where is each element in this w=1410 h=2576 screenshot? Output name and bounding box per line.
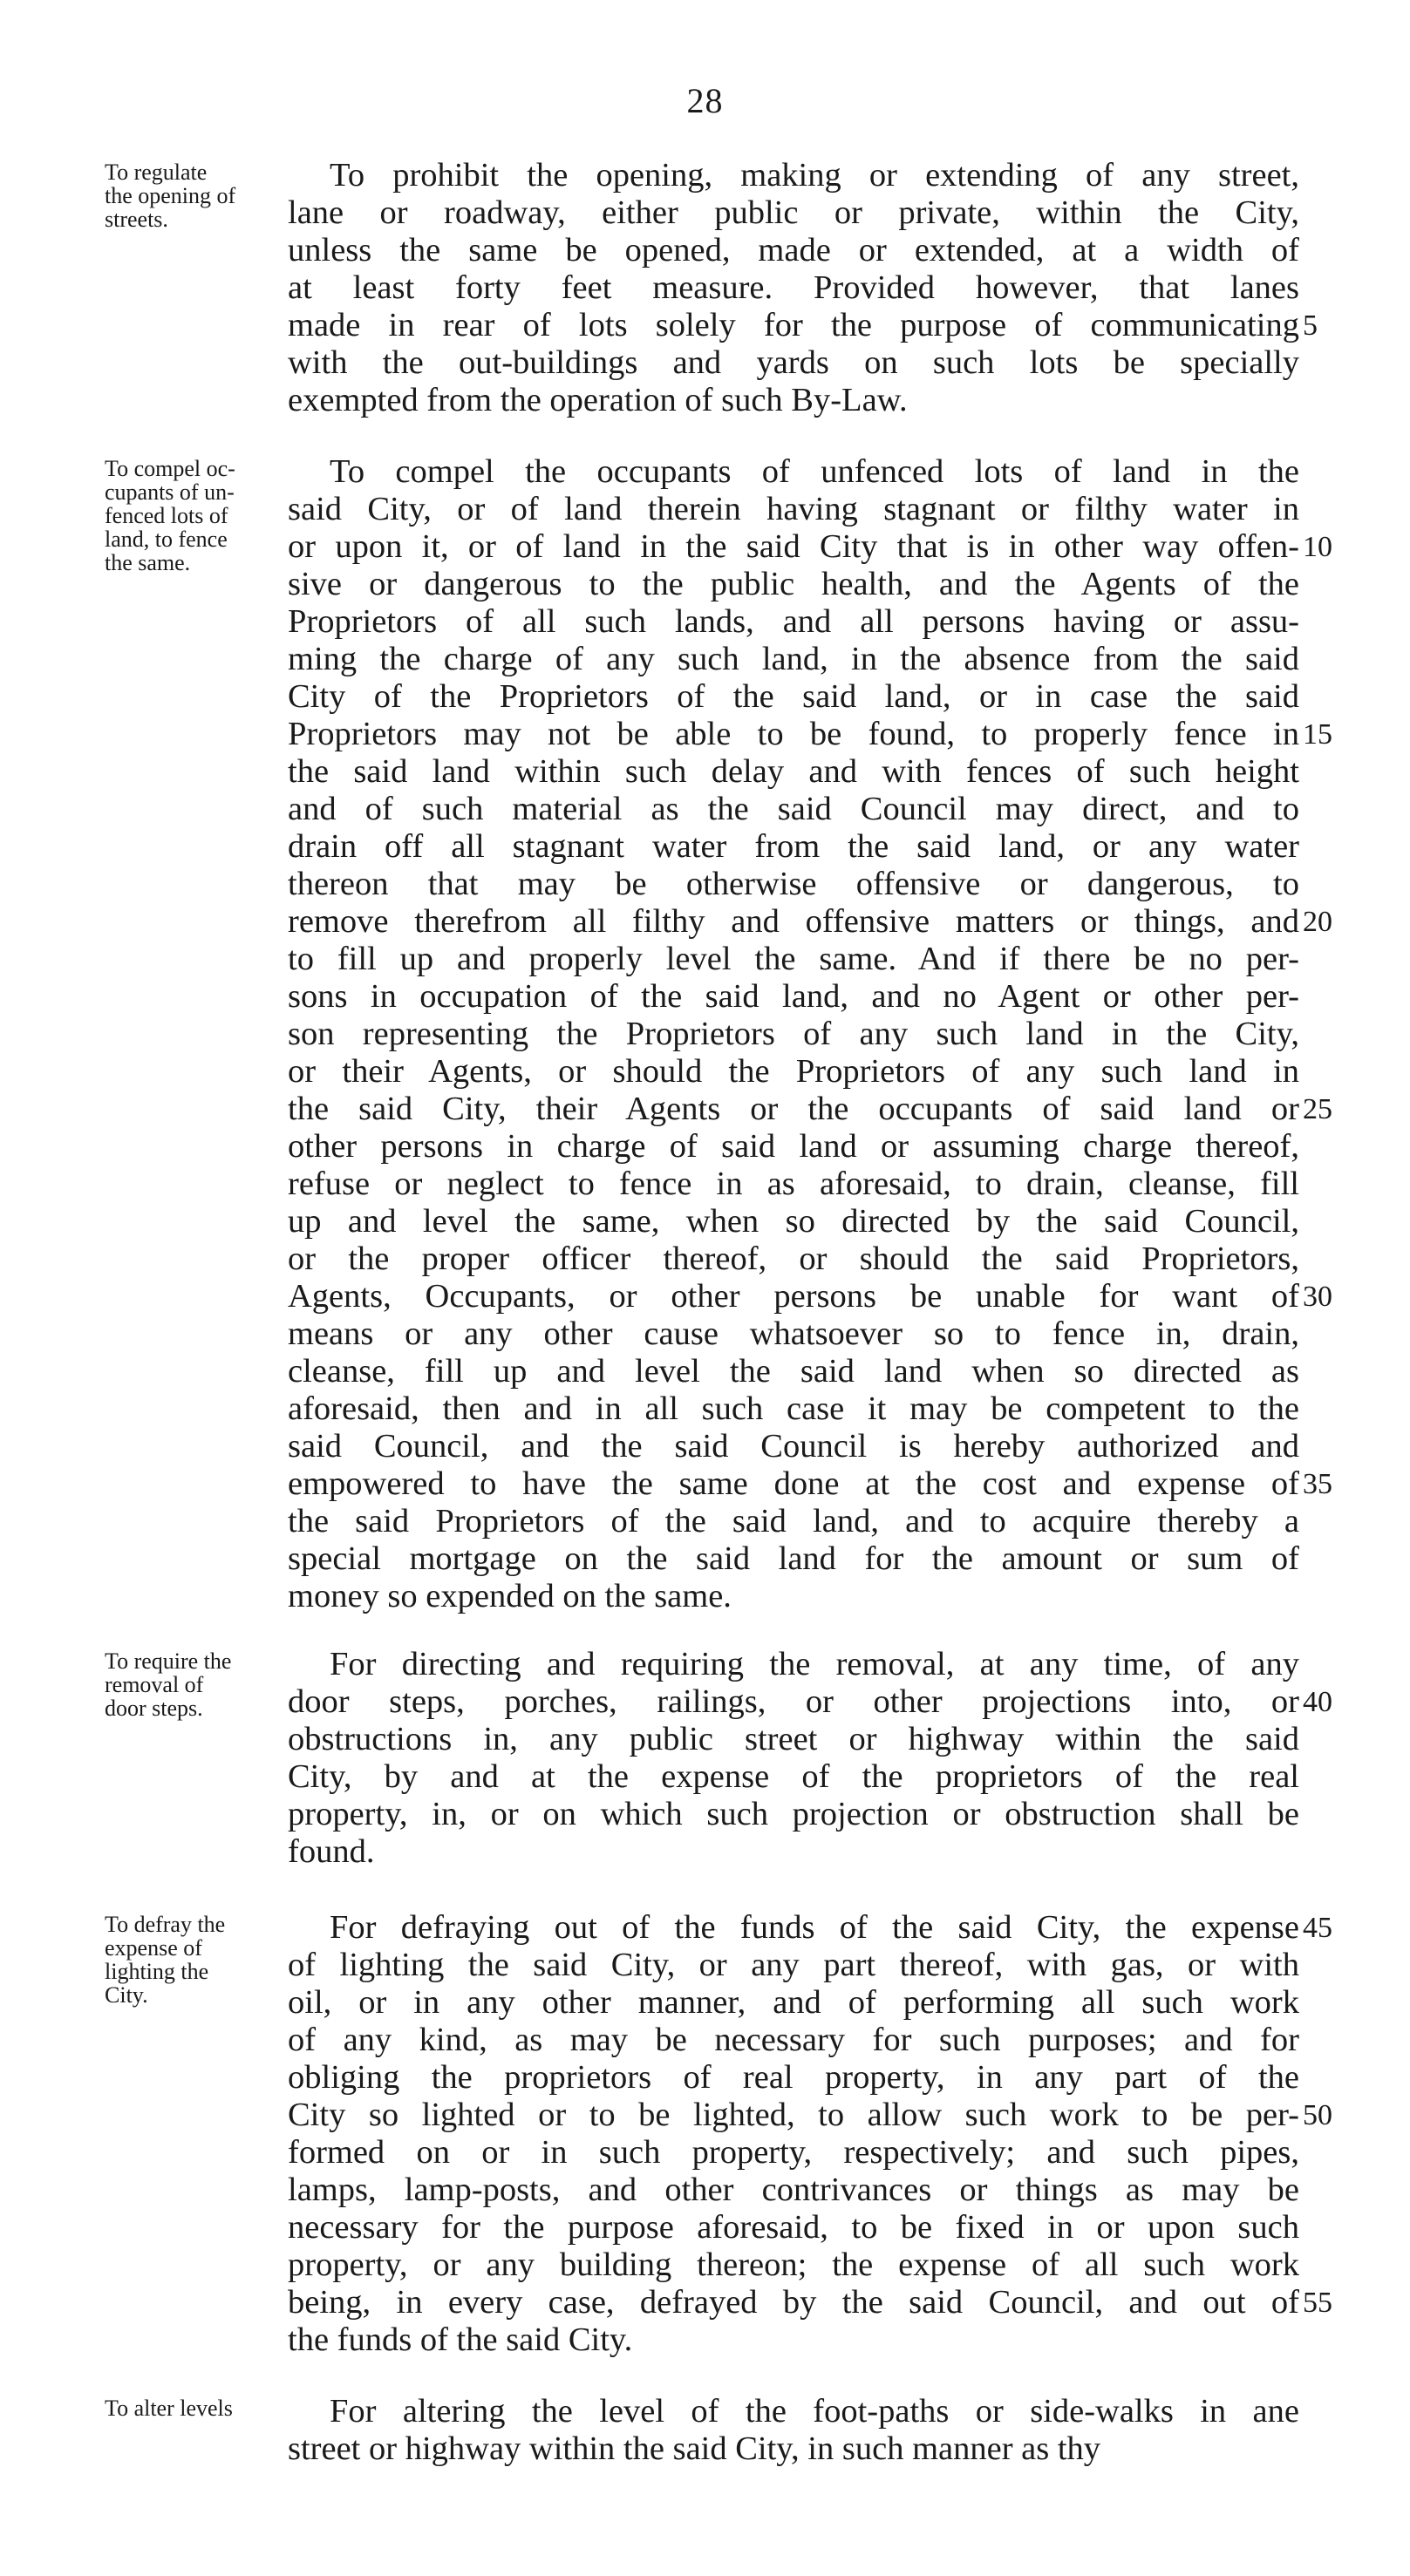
text-line: Agents, Occupants, or other persons be unable for want of <box>288 1278 1299 1315</box>
text-line: the said land within such delay and with fences of such height <box>288 753 1299 790</box>
line-number: 20 <box>1303 906 1332 938</box>
text-line: of any kind, as may be necessary for such purposes; and for <box>288 2022 1299 2058</box>
text-line: City, by and at the expense of the proprietors of the real <box>288 1758 1299 1795</box>
margin-note-line: streets. <box>105 207 168 232</box>
text-line: being, in every case, defrayed by the said Council, and out of <box>288 2284 1299 2321</box>
text-line: formed on or in such property, respectively; and such pipes, <box>288 2134 1299 2171</box>
margin-note-line: removal of <box>105 1672 204 1697</box>
margin-note-line: City. <box>105 1982 148 2008</box>
margin-note-line: the same. <box>105 550 191 575</box>
text-line: at least forty feet measure. Provided however, that lanes <box>288 269 1299 306</box>
text-line: the said City, their Agents or the occupants of said land or <box>288 1091 1299 1127</box>
margin-note-line: To alter levels <box>105 2396 233 2421</box>
margin-note-line: To require the <box>105 1648 232 1674</box>
line-number: 35 <box>1303 1468 1332 1500</box>
text-line: For defraying out of the funds of the said City, the expense <box>330 1909 1299 1946</box>
page-number: 28 <box>686 81 724 120</box>
text-line: said Council, and the said Council is hereby authorized and <box>288 1428 1299 1465</box>
text-line: property, or any building thereon; the expense of all such work <box>288 2246 1299 2283</box>
text-line: To prohibit the opening, making or extending of any street, <box>330 157 1299 194</box>
text-line: said City, or of land therein having stagnant or filthy water in <box>288 491 1299 527</box>
text-line: necessary for the purpose aforesaid, to be fixed in or upon such <box>288 2209 1299 2246</box>
text-line: sive or dangerous to the public health, and the Agents of the <box>288 566 1299 602</box>
paragraph <box>288 1646 1299 1871</box>
text-line: refuse or neglect to fence in as aforesaid, to drain, cleanse, fill <box>288 1166 1299 1202</box>
text-line: Proprietors of all such lands, and all persons having or assu- <box>288 603 1299 640</box>
text-line: exempted from the operation of such By-Law. <box>288 382 908 418</box>
margin-note-line: the opening of <box>105 183 236 208</box>
text-line: with the out-buildings and yards on such lots be specially <box>288 344 1299 381</box>
margin-note-line: expense of <box>105 1935 202 1961</box>
margin-note <box>105 160 295 231</box>
margin-note-line: To defray the <box>105 1912 226 1937</box>
text-line: son representing the Proprietors of any such land in the City, <box>288 1016 1299 1052</box>
line-number: 45 <box>1303 1912 1332 1944</box>
text-line: or upon it, or of land in the said City that is in other way offen- <box>288 528 1299 565</box>
paragraph <box>288 453 1299 1615</box>
text-line: and of such material as the said Council may direct, and to <box>288 791 1299 827</box>
text-line: property, in, or on which such projection or obstruction shall be <box>288 1796 1299 1832</box>
text-line: to fill up and properly level the same. And if there be no per- <box>288 941 1299 977</box>
text-line: City so lighted or to be lighted, to allow such work to be per- <box>288 2097 1299 2133</box>
margin-note-line: land, to fence <box>105 527 228 552</box>
text-line: oil, or in any other manner, and of performing all such work <box>288 1984 1299 2021</box>
text-line: drain off all stagnant water from the said land, or any water <box>288 828 1299 865</box>
text-line: or their Agents, or should the Proprietors of any such land in <box>288 1053 1299 1090</box>
text-line: To compel the occupants of unfenced lots of land in the <box>330 453 1299 490</box>
line-number: 10 <box>1303 531 1332 563</box>
line-number: 30 <box>1303 1281 1332 1313</box>
paragraph <box>288 2393 1299 2468</box>
line-number: 40 <box>1303 1686 1332 1718</box>
text-line: made in rear of lots solely for the purpose of communicating <box>288 307 1299 343</box>
margin-note-line: door steps. <box>105 1696 203 1721</box>
text-line: lamps, lamp-posts, and other contrivances or things as may be <box>288 2172 1299 2208</box>
text-line: of lighting the said City, or any part thereof, with gas, or with <box>288 1947 1299 1983</box>
margin-note <box>105 457 295 574</box>
text-line: door steps, porches, railings, or other projections into, or <box>288 1683 1299 1720</box>
line-number: 15 <box>1303 718 1332 751</box>
margin-note <box>105 1649 295 1720</box>
margin-note <box>105 2396 295 2420</box>
text-line: the said Proprietors of the said land, and to acquire thereby a <box>288 1503 1299 1539</box>
line-number: 55 <box>1303 2287 1332 2319</box>
margin-note <box>105 1913 295 2007</box>
text-line: lane or roadway, either public or private, within the City, <box>288 194 1299 231</box>
text-line: up and level the same, when so directed by the said Council, <box>288 1203 1299 1240</box>
margin-note-line: cupants of un- <box>105 479 235 505</box>
margin-note-line: To regulate <box>105 160 208 185</box>
text-line: thereon that may be otherwise offensive or dangerous, to <box>288 866 1299 902</box>
line-number: 50 <box>1303 2099 1332 2131</box>
text-line: ming the charge of any such land, in the absence from the said <box>288 641 1299 677</box>
margin-note-line: To compel oc- <box>105 456 235 481</box>
text-line: unless the same be opened, made or extended, at a width of <box>288 232 1299 268</box>
paragraph <box>288 157 1299 419</box>
text-line: found. <box>288 1833 375 1870</box>
text-line: other persons in charge of said land or assuming charge thereof, <box>288 1128 1299 1165</box>
text-line: special mortgage on the said land for the amount or sum of <box>288 1540 1299 1577</box>
text-line: sons in occupation of the said land, and no Agent or other per- <box>288 978 1299 1015</box>
text-line: City of the Proprietors of the said land, or in case the said <box>288 678 1299 715</box>
margin-note-line: lighting the <box>105 1959 209 1984</box>
line-number: 25 <box>1303 1093 1332 1125</box>
text-line: obstructions in, any public street or highway within the said <box>288 1721 1299 1757</box>
text-line: For directing and requiring the removal, at any time, of any <box>330 1646 1299 1682</box>
text-line: or the proper officer thereof, or should the said Proprietors, <box>288 1240 1299 1277</box>
text-line: For altering the level of the foot-paths or side-walks in ane <box>330 2393 1299 2430</box>
line-number: 5 <box>1303 309 1318 342</box>
text-line: cleanse, fill up and level the said land when so directed as <box>288 1353 1299 1390</box>
text-line: empowered to have the same done at the cost and expense of <box>288 1465 1299 1502</box>
text-line: remove therefrom all filthy and offensive matters or things, and <box>288 903 1299 940</box>
margin-note-line: fenced lots of <box>105 503 228 528</box>
text-line: means or any other cause whatsoever so to fence in, drain, <box>288 1315 1299 1352</box>
text-line: aforesaid, then and in all such case it may be competent to the <box>288 1390 1299 1427</box>
paragraph <box>288 1909 1299 2359</box>
text-line: the funds of the said City. <box>288 2321 633 2358</box>
text-line: obliging the proprietors of real property, in any part of the <box>288 2059 1299 2096</box>
text-line: Proprietors may not be able to be found, to properly fence in <box>288 716 1299 752</box>
text-line: street or highway within the said City, in such manner as thy <box>288 2430 1101 2467</box>
text-line: money so expended on the same. <box>288 1578 732 1614</box>
